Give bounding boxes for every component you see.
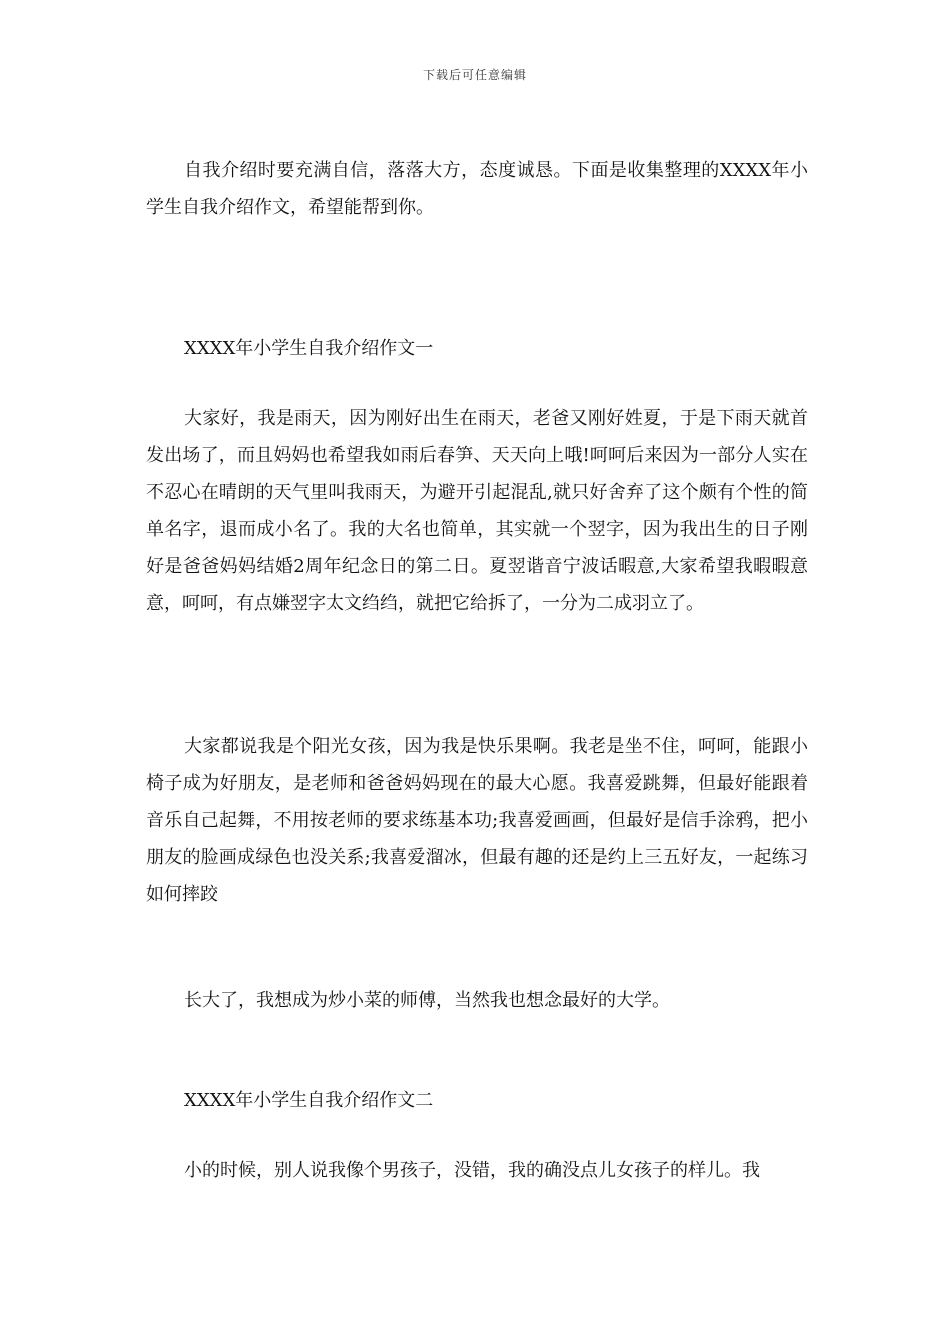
essay-one-paragraph-2: 大家都说我是个阳光女孩，因为我是快乐果啊。我老是坐不住，呵呵，能跟小椅子成为好朋友，是老师和爸爸妈妈现在的最大心愿。我喜爱跳舞，但最好能跟着音乐自己起舞，不用按老师的要求练基本功;我喜爱画画，但最好是信手涂鸦，把小朋友的脸画成绿色也没关系;我喜爱溜冰，但最有趣的还是约上三五好友，一起练习如何摔跤 [146,736,808,905]
essay-one-paragraph-1: 大家好，我是雨天，因为刚好出生在雨天，老爸又刚好姓夏，于是下雨天就首发出场了，而且妈妈也希望我如雨后春笋、天天向上哦!呵呵后来因为一部分人实在不忍心在晴朗的天气里叫我雨天，为避开引起混乱,就只好舍弃了这个颇有个性的简单名字，退而成小名了。我的大名也简单，其实就一个翌字，因为我出生的日子刚好是爸爸妈妈结婚2周年纪念日的第二日。夏翌谐音宁波话暇意,大家希望我暇暇意意，呵呵，有点嫌翌字太文绉绉，就把它给拆了，一分为二成羽立了。 [146,408,808,614]
essay-one-title: XXXX年小学生自我介绍作文一 [184,338,434,359]
essay-two-title: XXXX年小学生自我介绍作文二 [184,1090,434,1111]
essay-one-paragraph-3: 长大了，我想成为炒小菜的师傅，当然我也想念最好的大学。 [184,990,670,1011]
header-note: 下载后可任意编辑 [422,68,527,82]
intro-paragraph: 自我介绍时要充满自信，落落大方，态度诚恳。下面是收集整理的XXXX年小学生自我介绍作文，希望能帮到你。 [146,160,808,218]
essay-two-paragraph-1: 小的时候，别人说我像个男孩子，没错，我的确没点儿女孩子的样儿。我 [184,1160,760,1181]
